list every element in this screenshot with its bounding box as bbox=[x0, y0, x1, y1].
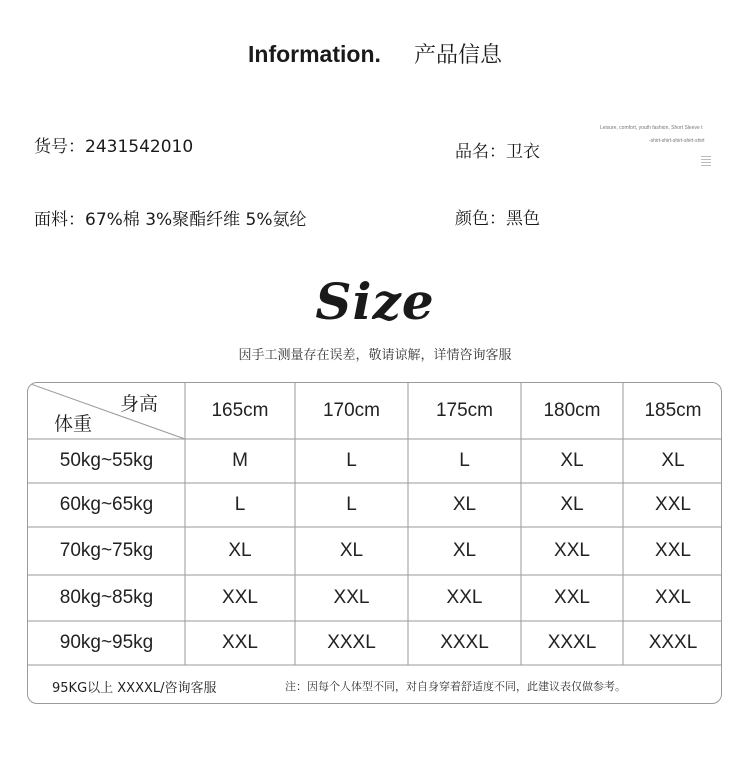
weight-label: 50kg~55kg bbox=[59, 450, 154, 471]
size-cell: XXXL bbox=[327, 632, 376, 653]
corner-weight-label: 体重 bbox=[54, 413, 93, 435]
size-cell: XL bbox=[452, 540, 477, 561]
size-cell: L bbox=[346, 494, 357, 515]
size-cell: XXL bbox=[222, 632, 258, 653]
size-cell: XL bbox=[661, 450, 685, 471]
spec-color bbox=[455, 204, 540, 229]
corner-height-label: 身高 bbox=[120, 393, 159, 415]
height-header: 165cm bbox=[211, 400, 269, 421]
size-cell: XXL bbox=[655, 494, 691, 515]
size-cell: XXL bbox=[554, 587, 590, 608]
color-value: 黑色 bbox=[506, 209, 540, 229]
height-header: 175cm bbox=[435, 400, 494, 421]
height-header: 170cm bbox=[322, 400, 381, 421]
size-cell: XXL bbox=[333, 587, 370, 608]
spec-item-no bbox=[34, 132, 193, 157]
weight-label: 90kg~95kg bbox=[59, 632, 154, 653]
height-header: 185cm bbox=[644, 400, 702, 421]
size-cell: M bbox=[232, 450, 248, 471]
size-cell: XXL bbox=[446, 587, 483, 608]
spec-product-name bbox=[455, 137, 540, 162]
size-cell: XXL bbox=[554, 540, 590, 561]
height-header: 180cm bbox=[543, 400, 601, 421]
size-cell: XL bbox=[452, 494, 477, 515]
measurement-notice: 因手工测量存在误差，敬请谅解，详情咨询客服 bbox=[238, 348, 512, 363]
item-no-value: 2431542010 bbox=[85, 137, 194, 157]
size-cell: XXL bbox=[655, 540, 691, 561]
footer-note: 注：因每个人体型不同，对自身穿着舒适度不同，此建议表仅做参考。 bbox=[285, 680, 626, 693]
color-label: 颜色： bbox=[455, 209, 506, 229]
size-cell: L bbox=[459, 450, 470, 471]
size-table bbox=[27, 382, 722, 704]
size-cell: L bbox=[346, 450, 357, 471]
tagline-line2: -shirt-shirt-shirt-shirt-shirt bbox=[649, 138, 705, 144]
size-cell: L bbox=[234, 494, 246, 515]
size-cell: XL bbox=[228, 540, 252, 561]
weight-label: 60kg~65kg bbox=[59, 494, 154, 515]
info-heading bbox=[0, 38, 750, 69]
menu-lines-icon bbox=[701, 156, 711, 168]
heading-cn: 产品信息 bbox=[413, 43, 502, 68]
size-cell: XL bbox=[339, 540, 364, 561]
size-cell: XL bbox=[560, 450, 584, 471]
weight-label: 80kg~85kg bbox=[59, 587, 154, 608]
spec-fabric bbox=[34, 205, 307, 230]
item-no-label: 货号： bbox=[34, 137, 85, 157]
size-cell: XXXL bbox=[440, 632, 489, 653]
size-title: Size bbox=[315, 272, 435, 331]
size-cell: XXL bbox=[655, 587, 691, 608]
tagline-line1: Leisure, comfort, youth fashion, Short Sleeve t bbox=[600, 125, 703, 131]
size-cell: XXXL bbox=[547, 632, 597, 653]
fabric-label: 面料： bbox=[34, 210, 85, 230]
fabric-value: 67%棉 3%聚酯纤维 5%氨纶 bbox=[85, 210, 307, 230]
weight-label: 70kg~75kg bbox=[59, 540, 154, 561]
name-value: 卫衣 bbox=[506, 142, 540, 162]
size-cell: XXXL bbox=[648, 632, 698, 653]
size-cell: XL bbox=[560, 494, 584, 515]
size-cell: XXL bbox=[222, 587, 258, 608]
name-label: 品名： bbox=[455, 142, 506, 162]
footer-left: 95KG以上 XXXXL/咨询客服 bbox=[52, 681, 217, 696]
heading-en: Information. bbox=[248, 41, 381, 67]
